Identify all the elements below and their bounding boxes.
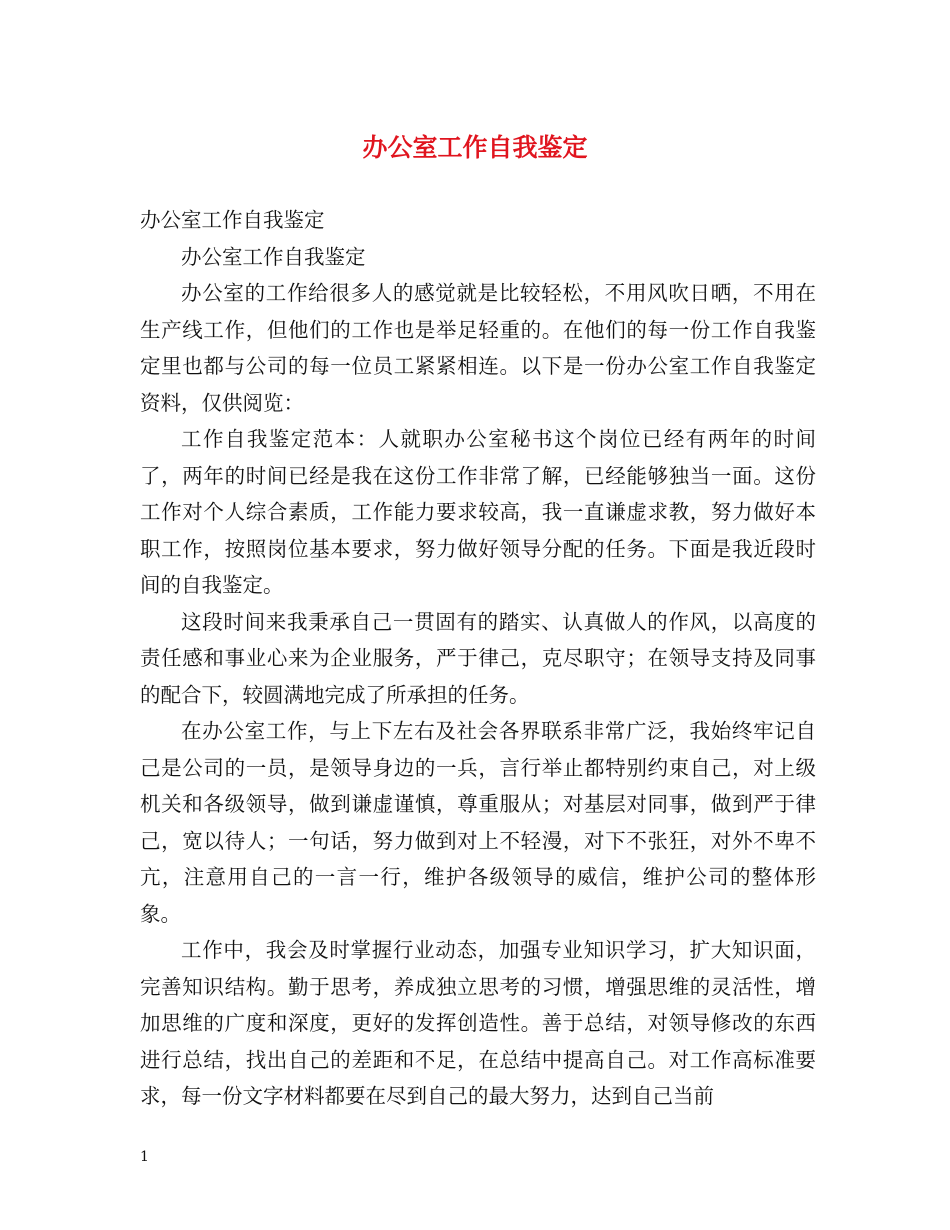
paragraph-attitude: 这段时间来我秉承自己一贯固有的踏实、认真做人的作风，以高度的责任感和事业心来为企业服务，严于律己，克尽职守；在领导支持及同事的配合下，较圆满地完成了所承担的任务。 (140, 609, 816, 707)
paragraph-subheading: 办公室工作自我鉴定 (181, 244, 366, 269)
document-body (140, 202, 816, 1115)
paragraph-learning: 工作中，我会及时掌握行业动态，加强专业知识学习，扩大知识面，完善知识结构。勤于思考，养成独立思考的习惯，增强思维的灵活性，增加思维的广度和深度，更好的发挥创造性。善于总结，对领导修改的东西进行总结，找出自己的差距和不足，在总结中提高自己。对工作高标准要求，每一份文字材料都要在尽到自己的最大努力，达到自己当前 (140, 938, 816, 1108)
paragraph-sample: 工作自我鉴定范本：人就职办公室秘书这个岗位已经有两年的时间了，两年的时间已经是我在这份工作非常了解，已经能够独当一面。这份工作对个人综合素质，工作能力要求较高，我一直谦虚求教，努力做好本职工作，按照岗位基本要求，努力做好领导分配的任务。下面是我近段时间的自我鉴定。 (140, 427, 816, 597)
page-number: 1 (140, 1149, 149, 1165)
paragraph-intro: 办公室的工作给很多人的感觉就是比较轻松，不用风吹日晒，不用在生产线工作，但他们的工作也是举足轻重的。在他们的每一份工作自我鉴定里也都与公司的每一位员工紧紧相连。以下是一份办公室工作自我鉴定资料，仅供阅览： (140, 281, 816, 415)
paragraph-heading: 办公室工作自我鉴定 (140, 208, 325, 232)
paragraph-conduct: 在办公室工作，与上下左右及社会各界联系非常广泛，我始终牢记自己是公司的一员，是领导身边的一兵，言行举止都特别约束自己，对上级机关和各级领导，做到谦虚谨慎，尊重服从；对基层对同事，做到严于律己，宽以待人；一句话，努力做到对上不轻漫，对下不张狂，对外不卑不亢，注意用自己的一言一行，维护各级领导的威信，维护公司的整体形象。 (140, 719, 816, 926)
document-title: 办公室工作自我鉴定 (362, 133, 588, 162)
